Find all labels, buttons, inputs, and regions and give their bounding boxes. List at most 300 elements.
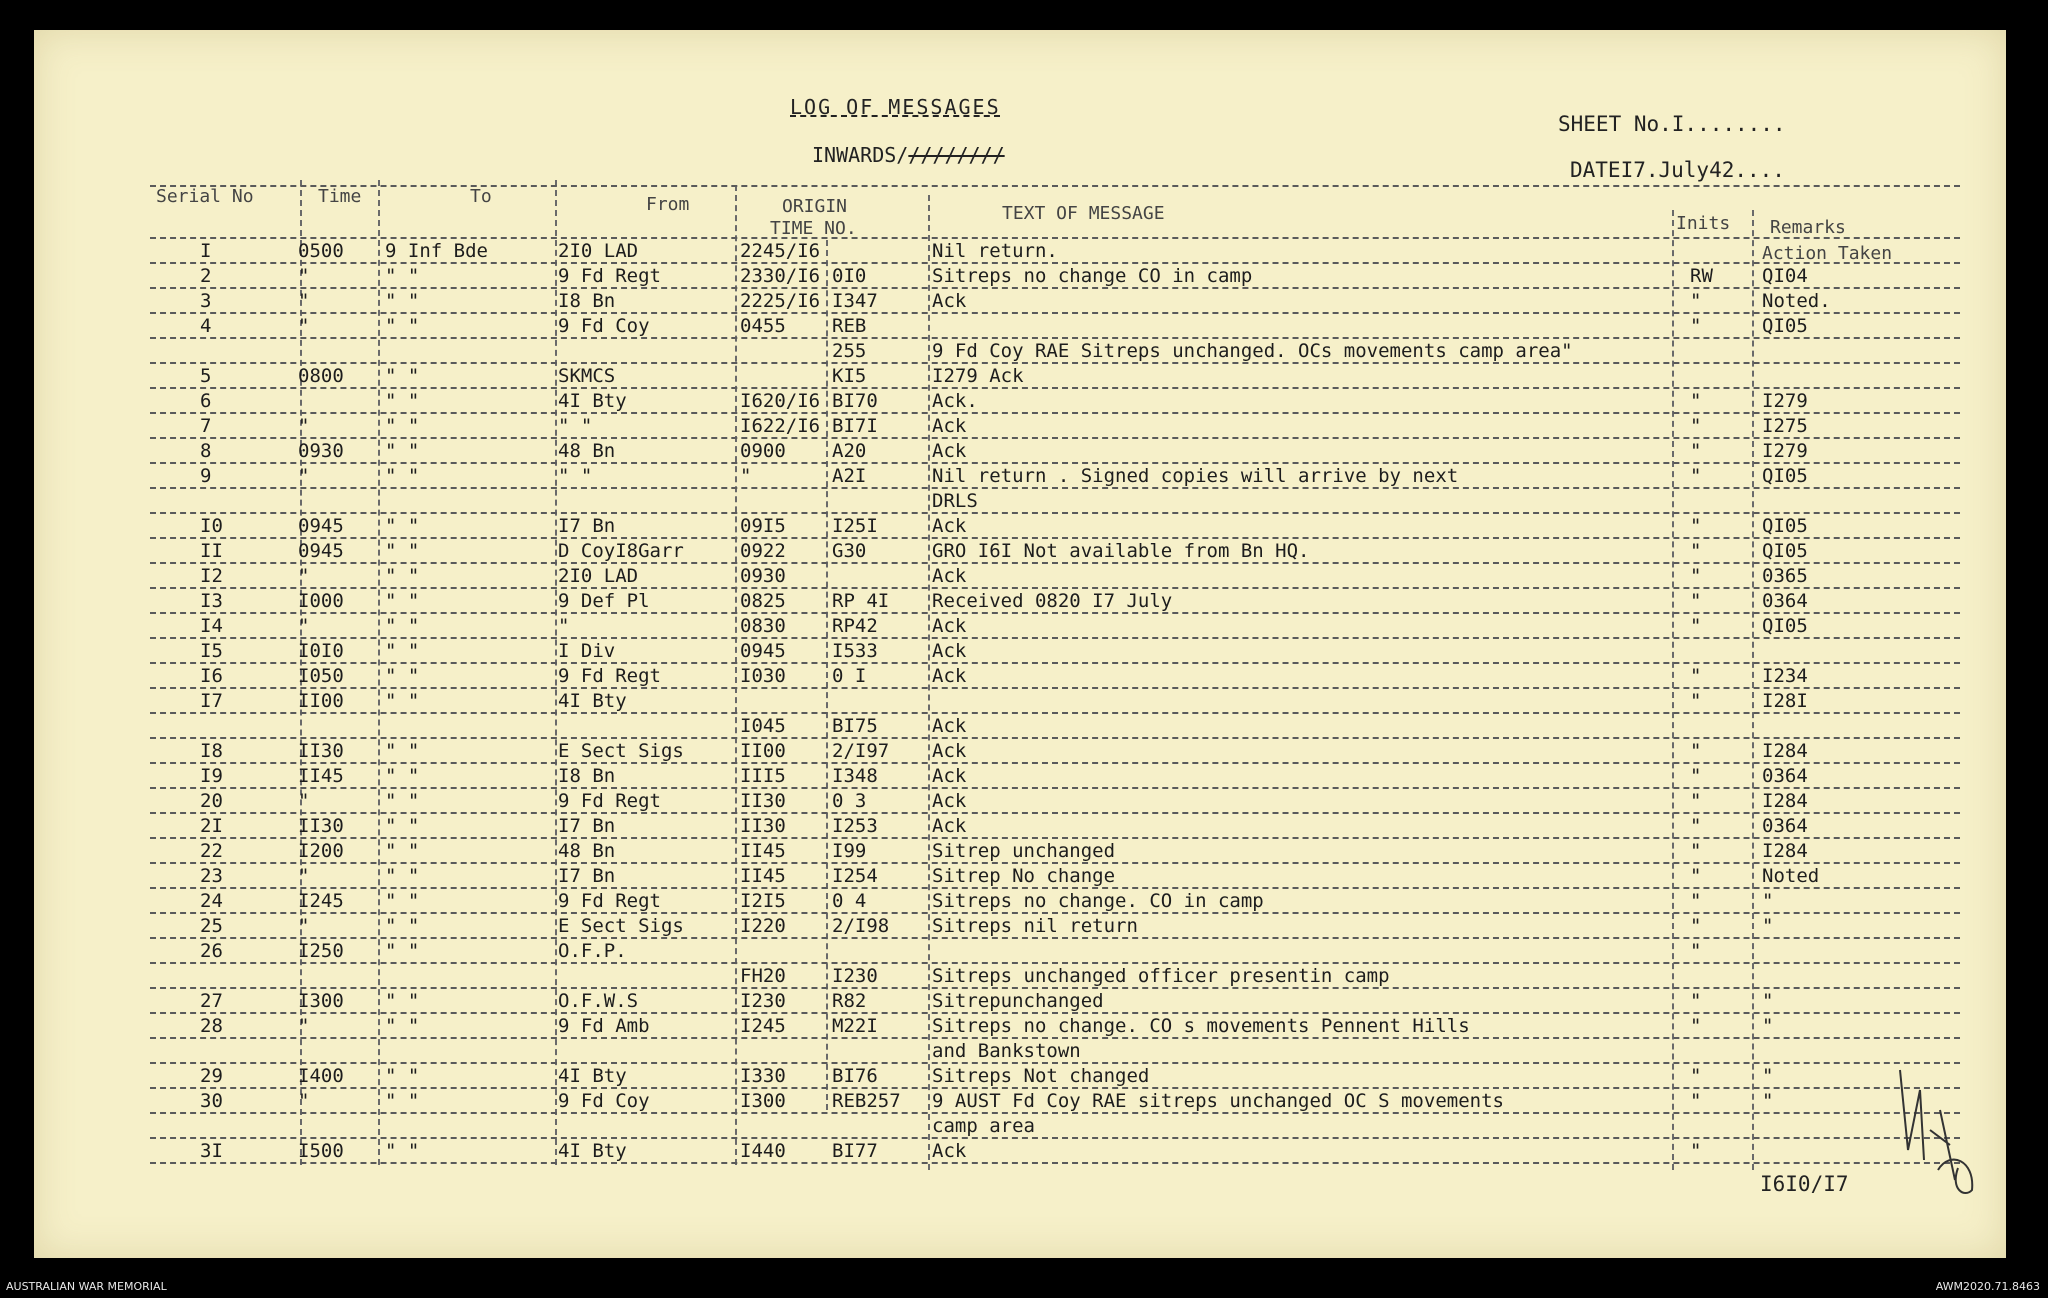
time-cell: ": [298, 415, 310, 437]
from-cell: 4I Bty: [558, 390, 627, 412]
col-inits-header: Inits: [1676, 213, 1731, 234]
to-cell: " ": [385, 690, 420, 712]
time-cell: II45: [298, 765, 344, 787]
table-row: [0, 1140, 2048, 1164]
origin-time-cell: 0830: [740, 615, 786, 637]
inits-cell: ": [1690, 790, 1702, 812]
remarks-cell: QI05: [1762, 540, 1808, 562]
remarks-cell: 0364: [1762, 815, 1808, 837]
remarks-cell: 0364: [1762, 765, 1808, 787]
message-text-cell: Ack: [932, 815, 967, 837]
origin-time-cell: I300: [740, 1090, 786, 1112]
row-rule: [150, 487, 1960, 489]
row-rule: [150, 662, 1960, 664]
table-row: [0, 790, 2048, 814]
remarks-cell: ": [1762, 1015, 1774, 1037]
table-row: [0, 1115, 2048, 1139]
rule-h: [150, 237, 1960, 239]
message-text-cell: Received 0820 I7 July: [932, 590, 1173, 612]
to-cell: " ": [385, 640, 420, 662]
table-row: [0, 965, 2048, 989]
inits-cell: ": [1690, 1090, 1702, 1112]
to-cell: " ": [385, 540, 420, 562]
from-cell: SKMCS: [558, 365, 616, 387]
serial-cell: 7: [200, 415, 212, 437]
remarks-cell: Noted.: [1762, 290, 1831, 312]
time-cell: ": [298, 265, 310, 287]
origin-time-cell: I045: [740, 715, 786, 737]
message-text-cell: Ack: [932, 515, 967, 537]
inits-cell: ": [1690, 1140, 1702, 1162]
time-cell: I500: [298, 1140, 344, 1162]
remarks-cell: QI04: [1762, 265, 1808, 287]
document-title: LOG OF MESSAGES: [790, 95, 1001, 119]
inits-cell: ": [1690, 865, 1702, 887]
row-rule: [150, 837, 1960, 839]
from-cell: I8 Bn: [558, 290, 616, 312]
col-remarks-sub: Action Taken: [1762, 243, 1893, 264]
table-row: [0, 1040, 2048, 1064]
row-rule: [150, 737, 1960, 739]
from-cell: 9 Fd Regt: [558, 265, 661, 287]
remarks-cell: QI05: [1762, 515, 1808, 537]
origin-time-cell: 2330/I6: [740, 265, 821, 287]
time-cell: I245: [298, 890, 344, 912]
time-cell: ": [298, 465, 310, 487]
to-cell: " ": [385, 365, 420, 387]
row-rule: [150, 1037, 1960, 1039]
time-cell: II00: [298, 690, 344, 712]
message-text-cell: DRLS: [932, 490, 978, 512]
serial-cell: 30: [200, 1090, 223, 1112]
message-text-cell: Sitreps nil return: [932, 915, 1138, 937]
table-row: [0, 765, 2048, 789]
to-cell: " ": [385, 840, 420, 862]
serial-cell: 6: [200, 390, 212, 412]
message-text-cell: Sitreps Not changed: [932, 1065, 1150, 1087]
to-cell: " ": [385, 990, 420, 1012]
from-cell: 2I0 LAD: [558, 565, 639, 587]
origin-time-cell: I440: [740, 1140, 786, 1162]
origin-no-cell: I533: [832, 640, 878, 662]
row-rule: [150, 687, 1960, 689]
remarks-cell: QI05: [1762, 315, 1808, 337]
remarks-cell: I284: [1762, 790, 1808, 812]
signature-mark: [1880, 1050, 1990, 1200]
message-text-cell: Ack: [932, 790, 967, 812]
row-rule: [150, 637, 1960, 639]
table-row: [0, 415, 2048, 439]
origin-no-cell: REB: [832, 315, 867, 337]
remarks-cell: I284: [1762, 840, 1808, 862]
footer-accession: AWM2020.71.8463: [1935, 1280, 2040, 1293]
time-cell: ": [298, 790, 310, 812]
inits-cell: ": [1690, 940, 1702, 962]
inwards-label: [812, 143, 1005, 167]
serial-cell: I0: [200, 515, 223, 537]
time-cell: I250: [298, 940, 344, 962]
to-cell: " ": [385, 765, 420, 787]
row-rule: [150, 337, 1960, 339]
time-cell: ": [298, 865, 310, 887]
origin-no-cell: A20: [832, 440, 867, 462]
to-cell: " ": [385, 515, 420, 537]
row-rule: [150, 287, 1960, 289]
origin-no-cell: RP42: [832, 615, 878, 637]
message-text-cell: Ack: [932, 440, 967, 462]
time-cell: ": [298, 1090, 310, 1112]
row-rule: [150, 862, 1960, 864]
row-rule: [150, 312, 1960, 314]
table-row: [0, 865, 2048, 889]
from-cell: 4I Bty: [558, 690, 627, 712]
row-rule: [150, 1137, 1960, 1139]
origin-time-cell: I245: [740, 1015, 786, 1037]
origin-time-cell: 0825: [740, 590, 786, 612]
inits-cell: ": [1690, 415, 1702, 437]
to-cell: 9 Inf Bde: [385, 240, 488, 262]
message-text-cell: Nil return.: [932, 240, 1058, 262]
message-text-cell: Sitreps no change. CO in camp: [932, 890, 1264, 912]
from-cell: 9 Fd Coy: [558, 315, 650, 337]
time-cell: 0800: [298, 365, 344, 387]
row-rule: [150, 1087, 1960, 1089]
to-cell: " ": [385, 890, 420, 912]
row-rule: [150, 1162, 1960, 1164]
inits-cell: ": [1690, 615, 1702, 637]
table-row: [0, 990, 2048, 1014]
serial-cell: I9: [200, 765, 223, 787]
table-row: [0, 365, 2048, 389]
origin-no-cell: I348: [832, 765, 878, 787]
from-cell: 9 Fd Regt: [558, 890, 661, 912]
origin-time-cell: 2245/I6: [740, 240, 821, 262]
footer-institution: AUSTRALIAN WAR MEMORIAL: [6, 1280, 167, 1293]
message-text-cell: and Bankstown: [932, 1040, 1081, 1062]
rule-h: [150, 185, 1960, 187]
from-cell: " ": [558, 465, 593, 487]
remarks-cell: QI05: [1762, 465, 1808, 487]
serial-cell: 29: [200, 1065, 223, 1087]
origin-no-cell: BI77: [832, 1140, 878, 1162]
row-rule: [150, 437, 1960, 439]
remarks-cell: I275: [1762, 415, 1808, 437]
row-rule: [150, 987, 1960, 989]
table-row: [0, 1015, 2048, 1039]
message-text-cell: Ack: [932, 640, 967, 662]
table-row: [0, 665, 2048, 689]
origin-time-cell: 09I5: [740, 515, 786, 537]
message-text-cell: Sitrepunchanged: [932, 990, 1104, 1012]
origin-no-cell: RP 4I: [832, 590, 890, 612]
remarks-cell: I284: [1762, 740, 1808, 762]
message-text-cell: Sitreps no change. CO s movements Pennent Hills: [932, 1015, 1470, 1037]
origin-no-cell: I25I: [832, 515, 878, 537]
serial-cell: I2: [200, 565, 223, 587]
from-cell: 4I Bty: [558, 1065, 627, 1087]
table-row: [0, 465, 2048, 489]
table-row: [0, 490, 2048, 514]
row-rule: [150, 587, 1960, 589]
message-text-cell: Ack: [932, 565, 967, 587]
table-row: [0, 640, 2048, 664]
origin-no-cell: I253: [832, 815, 878, 837]
inits-cell: ": [1690, 315, 1702, 337]
to-cell: " ": [385, 1140, 420, 1162]
row-rule: [150, 1062, 1960, 1064]
table-row: [0, 840, 2048, 864]
origin-time-cell: FH20: [740, 965, 786, 987]
inwards-text: INWARDS/: [812, 143, 909, 167]
table-row: [0, 740, 2048, 764]
row-rule: [150, 912, 1960, 914]
from-cell: 9 Def Pl: [558, 590, 650, 612]
row-rule: [150, 962, 1960, 964]
col-remarks-header: Remarks: [1770, 217, 1846, 238]
origin-no-cell: BI70: [832, 390, 878, 412]
row-rule: [150, 762, 1960, 764]
serial-cell: 3I: [200, 1140, 223, 1162]
remarks-cell: QI05: [1762, 615, 1808, 637]
origin-time-cell: II00: [740, 740, 786, 762]
from-cell: 2I0 LAD: [558, 240, 639, 262]
origin-no-cell: 2/I97: [832, 740, 890, 762]
message-text-cell: Ack: [932, 715, 967, 737]
origin-time-cell: I620/I6: [740, 390, 821, 412]
inits-cell: ": [1690, 1015, 1702, 1037]
from-cell: 48 Bn: [558, 840, 616, 862]
message-text-cell: 9 Fd Coy RAE Sitreps unchanged. OCs movements camp area": [932, 340, 1573, 362]
row-rule: [150, 512, 1960, 514]
message-text-cell: GRO I6I Not available from Bn HQ.: [932, 540, 1310, 562]
serial-cell: I8: [200, 740, 223, 762]
message-text-cell: Sitrep unchanged: [932, 840, 1116, 862]
inits-cell: ": [1690, 890, 1702, 912]
origin-time-cell: I030: [740, 665, 786, 687]
message-text-cell: Sitreps unchanged officer presentin camp: [932, 965, 1390, 987]
origin-no-cell: I99: [832, 840, 867, 862]
table-row: [0, 715, 2048, 739]
from-cell: 9 Fd Coy: [558, 1090, 650, 1112]
time-cell: ": [298, 290, 310, 312]
message-text-cell: Ack: [932, 1140, 967, 1162]
row-rule: [150, 562, 1960, 564]
inits-cell: ": [1690, 565, 1702, 587]
to-cell: " ": [385, 1090, 420, 1112]
to-cell: " ": [385, 265, 420, 287]
row-rule: [150, 462, 1960, 464]
to-cell: " ": [385, 440, 420, 462]
message-text-cell: Ack: [932, 415, 967, 437]
from-cell: E Sect Sigs: [558, 740, 684, 762]
reference-number: I6I0/I7: [1760, 1172, 1849, 1196]
origin-time-cell: II30: [740, 815, 786, 837]
serial-cell: I3: [200, 590, 223, 612]
origin-time-cell: II45: [740, 840, 786, 862]
origin-no-cell: BI7I: [832, 415, 878, 437]
time-cell: 0945: [298, 515, 344, 537]
inits-cell: ": [1690, 540, 1702, 562]
sheet-number: SHEET No.I........: [1558, 112, 1786, 136]
remarks-cell: I28I: [1762, 690, 1808, 712]
time-cell: ": [298, 615, 310, 637]
origin-time-cell: I330: [740, 1065, 786, 1087]
col-origin-sub: TIME NO.: [770, 218, 857, 239]
serial-cell: 23: [200, 865, 223, 887]
to-cell: " ": [385, 590, 420, 612]
inits-cell: ": [1690, 815, 1702, 837]
serial-cell: II: [200, 540, 223, 562]
time-cell: 0945: [298, 540, 344, 562]
remarks-cell: ": [1762, 1090, 1774, 1112]
inits-cell: ": [1690, 290, 1702, 312]
table-row: [0, 515, 2048, 539]
inits-cell: ": [1690, 690, 1702, 712]
remarks-cell: ": [1762, 890, 1774, 912]
origin-no-cell: REB257: [832, 1090, 901, 1112]
serial-cell: 22: [200, 840, 223, 862]
serial-cell: 3: [200, 290, 212, 312]
origin-time-cell: I622/I6: [740, 415, 821, 437]
serial-cell: 27: [200, 990, 223, 1012]
origin-time-cell: 0930: [740, 565, 786, 587]
row-rule: [150, 612, 1960, 614]
table-row: [0, 590, 2048, 614]
inits-cell: ": [1690, 915, 1702, 937]
serial-cell: 24: [200, 890, 223, 912]
row-rule: [150, 412, 1960, 414]
from-cell: D CoyI8Garr: [558, 540, 684, 562]
col-time-header: Time: [318, 186, 362, 207]
inits-cell: RW: [1690, 265, 1713, 287]
time-cell: I050: [298, 665, 344, 687]
to-cell: " ": [385, 740, 420, 762]
col-origin-header: ORIGIN: [782, 196, 848, 217]
origin-time-cell: 0922: [740, 540, 786, 562]
time-cell: II30: [298, 740, 344, 762]
to-cell: " ": [385, 790, 420, 812]
table-row: [0, 940, 2048, 964]
message-text-cell: Ack: [932, 615, 967, 637]
serial-cell: I7: [200, 690, 223, 712]
table-row: [0, 265, 2048, 289]
origin-time-cell: ": [740, 465, 752, 487]
table-row: [0, 440, 2048, 464]
from-cell: I7 Bn: [558, 815, 616, 837]
row-rule: [150, 787, 1960, 789]
to-cell: " ": [385, 665, 420, 687]
origin-no-cell: 2/I98: [832, 915, 890, 937]
from-cell: 9 Fd Amb: [558, 1015, 650, 1037]
time-cell: I0I0: [298, 640, 344, 662]
table-row: [0, 815, 2048, 839]
from-cell: E Sect Sigs: [558, 915, 684, 937]
origin-no-cell: BI76: [832, 1065, 878, 1087]
origin-no-cell: I347: [832, 290, 878, 312]
time-cell: I000: [298, 590, 344, 612]
to-cell: " ": [385, 290, 420, 312]
origin-time-cell: 2225/I6: [740, 290, 821, 312]
table-row: [0, 690, 2048, 714]
serial-cell: I6: [200, 665, 223, 687]
remarks-cell: ": [1762, 915, 1774, 937]
origin-no-cell: I230: [832, 965, 878, 987]
time-cell: I400: [298, 1065, 344, 1087]
from-cell: 9 Fd Regt: [558, 665, 661, 687]
origin-no-cell: 255: [832, 340, 867, 362]
to-cell: " ": [385, 315, 420, 337]
from-cell: 48 Bn: [558, 440, 616, 462]
serial-cell: 4: [200, 315, 212, 337]
message-text-cell: camp area: [932, 1115, 1035, 1137]
serial-cell: 20: [200, 790, 223, 812]
row-rule: [150, 812, 1960, 814]
message-text-cell: Ack: [932, 765, 967, 787]
col-serial-header: Serial No: [156, 186, 254, 207]
table-row: [0, 565, 2048, 589]
to-cell: " ": [385, 390, 420, 412]
row-rule: [150, 937, 1960, 939]
time-cell: II30: [298, 815, 344, 837]
row-rule: [150, 1112, 1960, 1114]
table-row: [0, 1065, 2048, 1089]
table-row: [0, 290, 2048, 314]
origin-time-cell: 0945: [740, 640, 786, 662]
serial-cell: 9: [200, 465, 212, 487]
serial-cell: 28: [200, 1015, 223, 1037]
table-row: [0, 240, 2048, 264]
time-cell: 0500: [298, 240, 344, 262]
from-cell: I7 Bn: [558, 515, 616, 537]
origin-no-cell: A2I: [832, 465, 867, 487]
remarks-cell: I279: [1762, 440, 1808, 462]
to-cell: " ": [385, 465, 420, 487]
to-cell: " ": [385, 940, 420, 962]
table-row: [0, 890, 2048, 914]
message-text-cell: Sitreps no change CO in camp: [932, 265, 1253, 287]
time-cell: I200: [298, 840, 344, 862]
serial-cell: 26: [200, 940, 223, 962]
to-cell: " ": [385, 1015, 420, 1037]
origin-time-cell: I220: [740, 915, 786, 937]
serial-cell: I5: [200, 640, 223, 662]
outwards-struck: ////////: [908, 143, 1005, 167]
inits-cell: ": [1690, 765, 1702, 787]
from-cell: " ": [558, 415, 593, 437]
serial-cell: 5: [200, 365, 212, 387]
table-row: [0, 315, 2048, 339]
row-rule: [150, 712, 1960, 714]
remarks-cell: 0365: [1762, 565, 1808, 587]
table-row: [0, 915, 2048, 939]
inits-cell: ": [1690, 990, 1702, 1012]
origin-no-cell: G30: [832, 540, 867, 562]
message-text-cell: Ack: [932, 740, 967, 762]
row-rule: [150, 887, 1960, 889]
col-text-header: TEXT OF MESSAGE: [1002, 203, 1165, 224]
remarks-cell: I234: [1762, 665, 1808, 687]
from-cell: ": [558, 615, 570, 637]
origin-time-cell: I2I5: [740, 890, 786, 912]
to-cell: " ": [385, 865, 420, 887]
time-cell: ": [298, 315, 310, 337]
remarks-cell: Noted: [1762, 865, 1820, 887]
time-cell: ": [298, 1015, 310, 1037]
to-cell: " ": [385, 415, 420, 437]
remarks-cell: ": [1762, 1065, 1774, 1087]
inits-cell: ": [1690, 390, 1702, 412]
to-cell: " ": [385, 915, 420, 937]
